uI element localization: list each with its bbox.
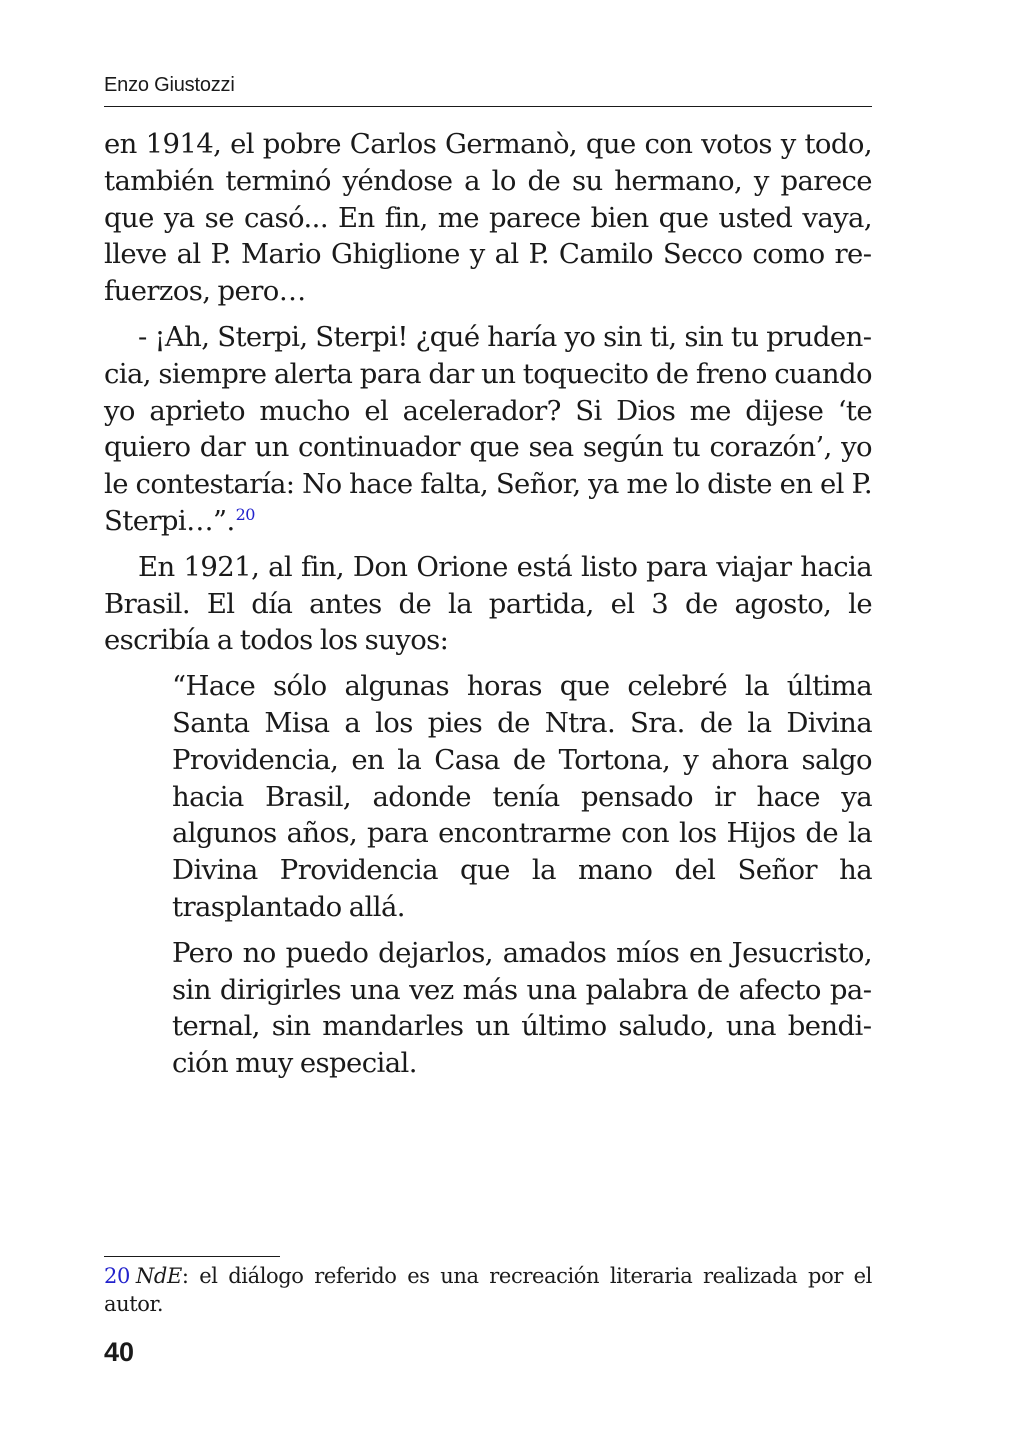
footnote-reference-20[interactable]: 20 <box>235 504 255 524</box>
footnote-abbrev: NdE <box>135 1264 182 1288</box>
footnote-20 <box>104 1262 872 1318</box>
page-number: 40 <box>104 1337 135 1367</box>
quote-paragraph-2: Pero no puedo dejarlos, amados míos en Jesucristo, sin dirigirles una vez más una palabra de afecto paternal, sin mandarles un último saludo, una bendición muy especial. <box>172 936 872 1080</box>
page-header <box>104 72 872 107</box>
footnote-separator <box>104 1256 280 1257</box>
main-text <box>104 126 872 1091</box>
quote-paragraph-1: “Hace sólo algunas horas que celebré la última Santa Misa a los pies de Ntra. Sra. de la Divina Providencia, en la Casa de Tortona, y ahora salgo hacia Brasil, adonde tenía pensado ir hace ya algunos años, para encontrarme con los Hijos de la Divina Providencia que la mano del Señor ha trasplantado allá. <box>172 670 872 923</box>
footnote-number[interactable]: 20 <box>104 1264 130 1288</box>
running-head-author: Enzo Giustozzi <box>104 74 235 96</box>
paragraph-2 <box>104 319 872 540</box>
block-quote <box>172 668 872 1082</box>
paragraph-1: en 1914, el pobre Carlos Germanò, que con votos y todo, también terminó yéndose a lo de su hermano, y parece que ya se casó... En fin, me parece bien que usted vaya, lleve al P. Mario Ghiglione y al P. Camilo Secco como refuerzos, pero… <box>104 128 872 308</box>
paragraph-2-text: - ¡Ah, Sterpi, Sterpi! ¿qué haría yo sin ti, sin tu prudencia, siempre alerta para dar un toquecito de freno cuando yo aprieto mucho el acelerador? Si Dios me dijese ‘te quiero dar un continuador que sea según tu corazón’, yo le contestaría: No hace falta, Señor, ya me lo diste en el P. Sterpi…”. <box>104 320 872 537</box>
footnote-text: : el diálogo referido es una recreación literaria realizada por el autor. <box>104 1264 872 1316</box>
paragraph-3: En 1921, al fin, Don Orione está listo para viajar hacia Brasil. El día antes de la partida, el 3 de agosto, le escribía a todos los suyos: <box>104 550 872 657</box>
